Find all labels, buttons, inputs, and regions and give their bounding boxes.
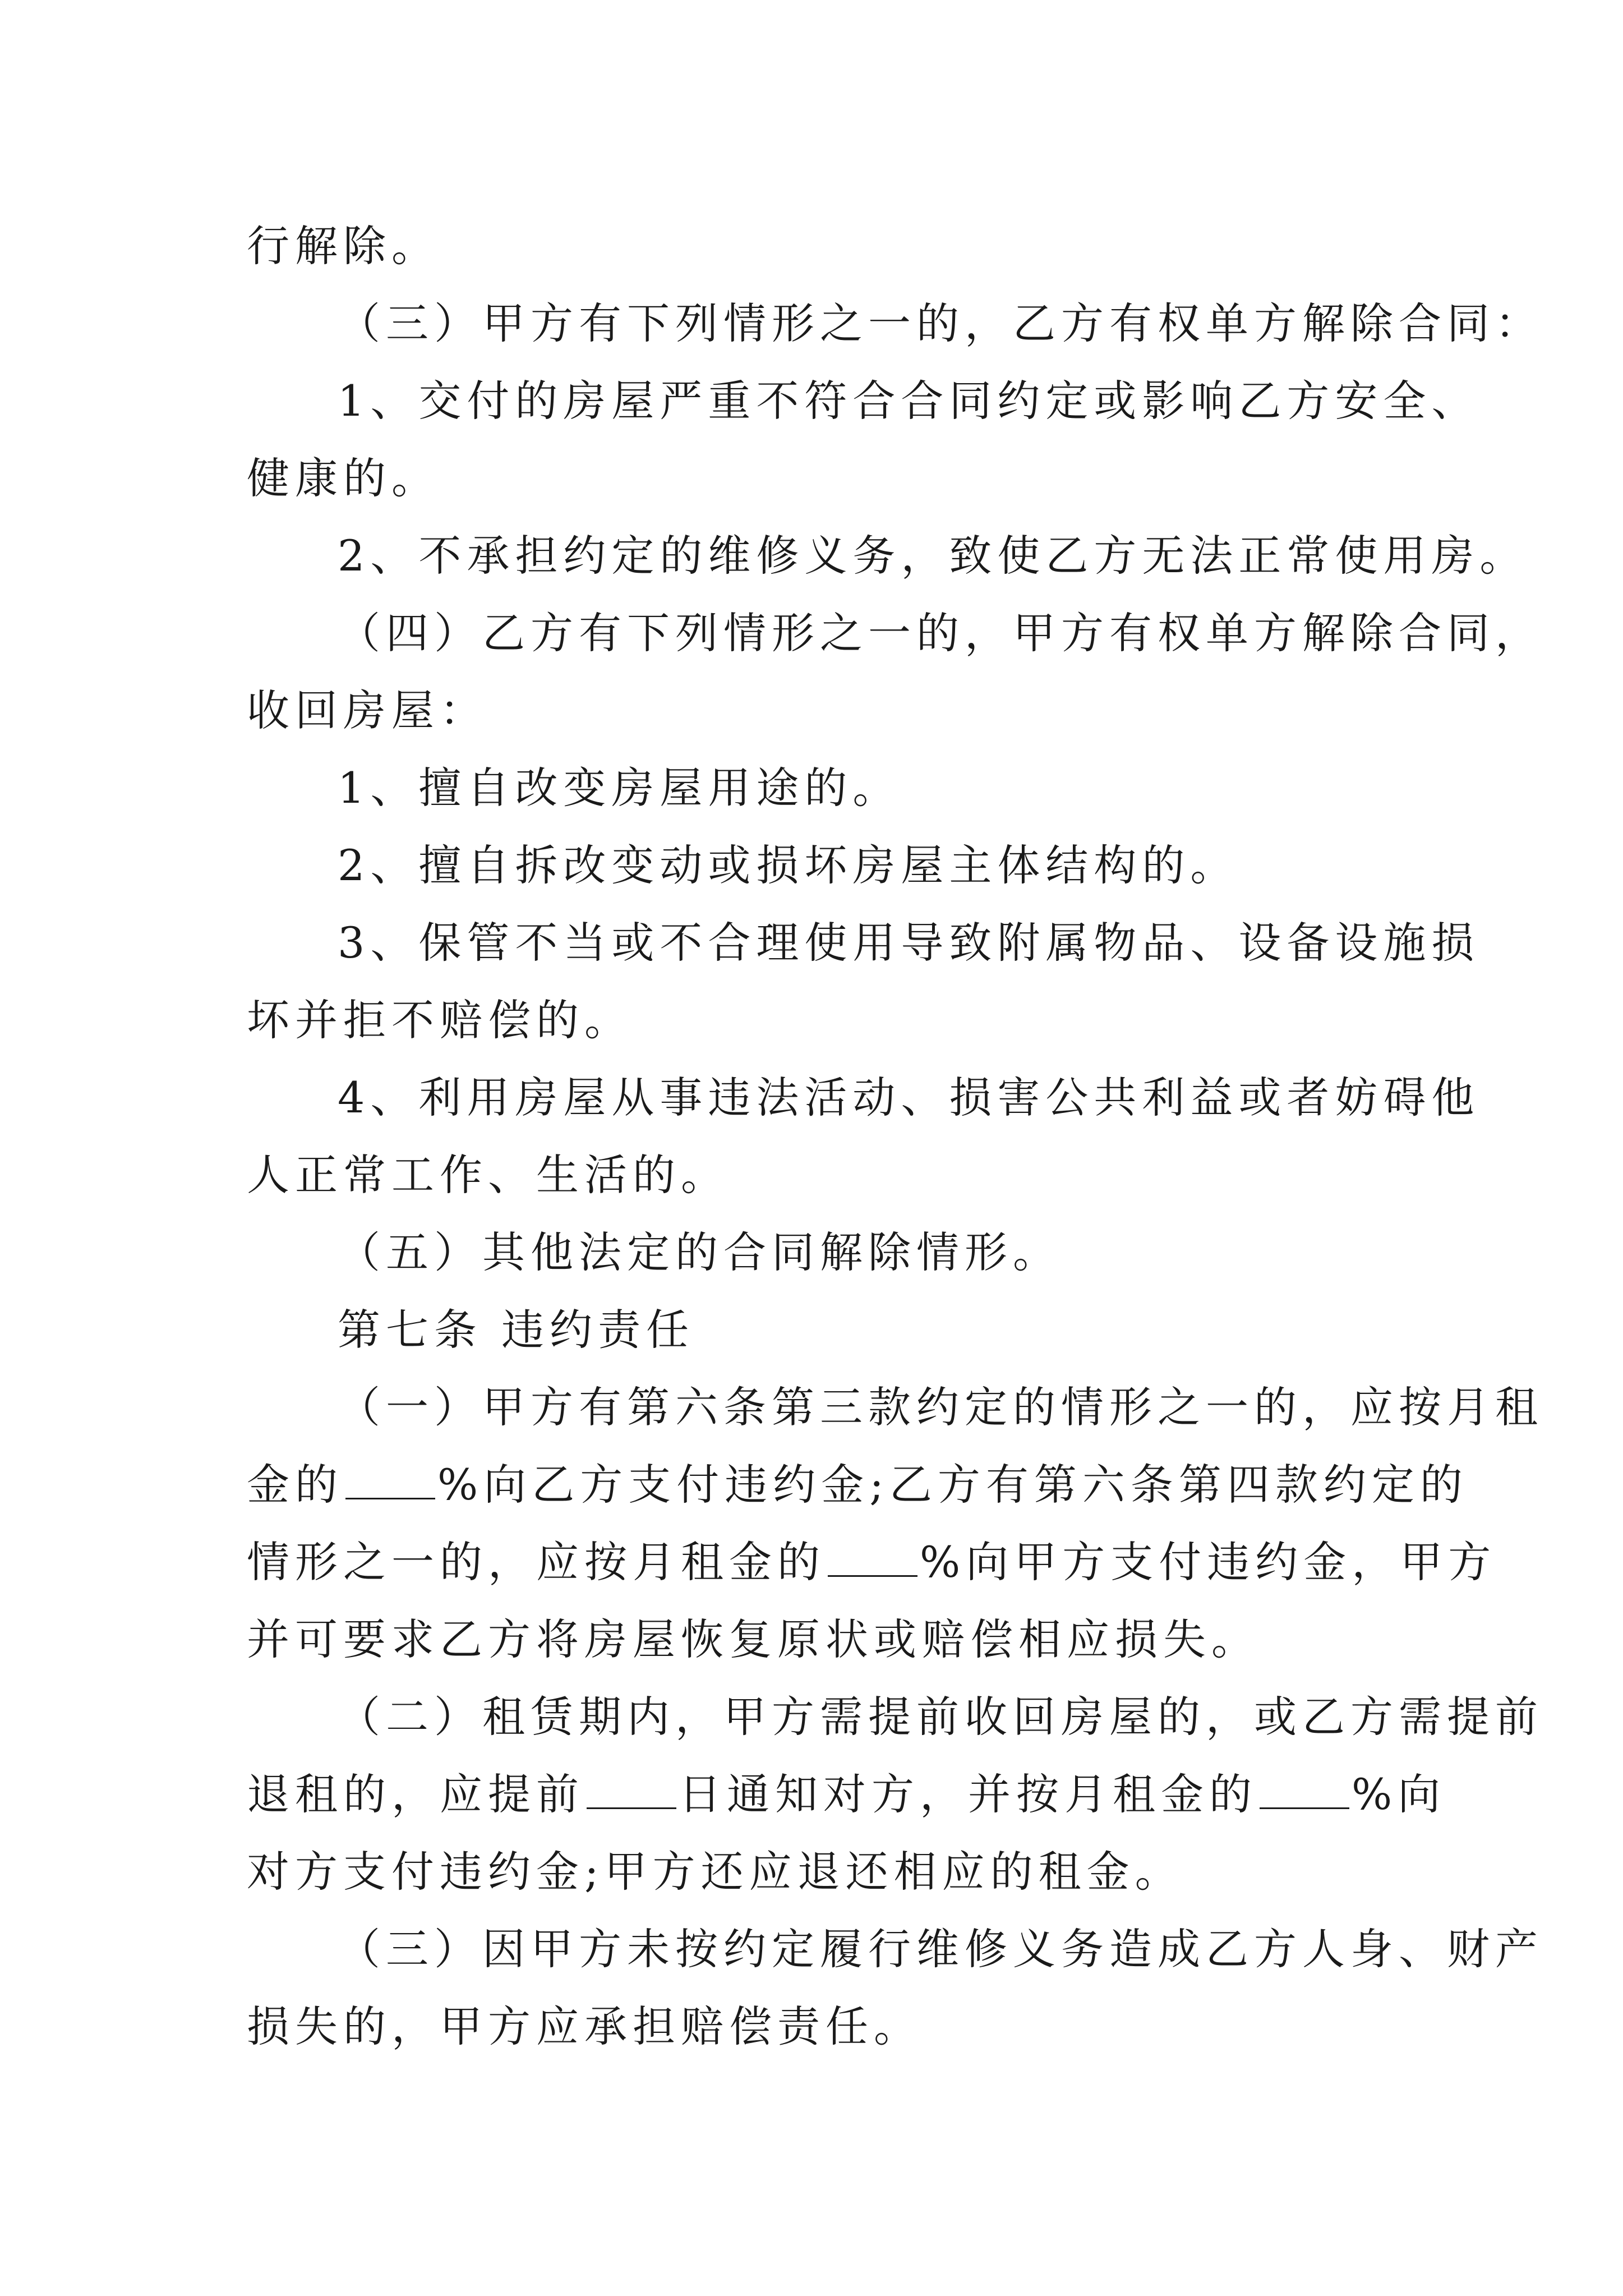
text-line: 1、交付的房屋严重不符合合同约定或影响乙方安全、 <box>338 376 1480 426</box>
text-span: %向 <box>1352 1769 1446 1819</box>
text-line: 2、不承担约定的维修义务，致使乙方无法正常使用房。 <box>338 531 1528 581</box>
text-line <box>247 1524 1497 1601</box>
text-span: 金的 <box>247 1460 343 1510</box>
clause-5-heading: （五）其他法定的合同解除情形。 <box>338 1227 1061 1277</box>
text-line: （二）租赁期内，甲方需提前收回房屋的，或乙方需提前 <box>338 1692 1543 1742</box>
text-line: 收回房屋： <box>247 685 488 735</box>
text-span: 情形之一的，应按月租金的 <box>247 1537 826 1587</box>
text-line: 3、保管不当或不合理使用导致附属物品、设备设施损 <box>338 918 1480 968</box>
text-span: 退租的，应提前 <box>247 1769 584 1819</box>
text-line: 1、擅自改变房屋用途的。 <box>338 763 901 813</box>
text-line: （三）因甲方未按约定履行维修义务造成乙方人身、财产 <box>338 1924 1543 1974</box>
fill-blank-percent-1[interactable] <box>345 1464 435 1499</box>
text-line: （一）甲方有第六条第三款约定的情形之一的，应按月租 <box>338 1382 1543 1432</box>
text-line: 损失的，甲方应承担赔偿责任。 <box>247 2001 922 2051</box>
text-line <box>247 1446 1468 1524</box>
fill-blank-days[interactable] <box>587 1774 676 1809</box>
text-line <box>247 1756 1446 1833</box>
text-span: %向甲方支付违约金，甲方 <box>920 1537 1497 1587</box>
text-line: 2、擅自拆改变动或损坏房屋主体结构的。 <box>338 840 1239 890</box>
text-line: 行解除。 <box>247 221 440 271</box>
clause-4-heading: （四）乙方有下列情形之一的，甲方有权单方解除合同， <box>338 608 1543 658</box>
article-7-heading: 第七条 违约责任 <box>338 1305 695 1355</box>
fill-blank-percent-3[interactable] <box>1260 1774 1349 1809</box>
text-line: 对方支付违约金;甲方还应退还相应的租金。 <box>247 1847 1183 1897</box>
text-line: 健康的。 <box>247 453 440 503</box>
text-line: 并可要求乙方将房屋恢复原状或赔偿相应损失。 <box>247 1614 1260 1664</box>
text-span: 日通知对方，并按月租金的 <box>679 1769 1257 1819</box>
text-span: %向乙方支付违约金;乙方有第六条第四款约定的 <box>437 1460 1468 1510</box>
document-body <box>247 208 1543 2065</box>
text-line: 人正常工作、生活的。 <box>247 1150 729 1200</box>
fill-blank-percent-2[interactable] <box>828 1542 917 1577</box>
text-line: 坏并拒不赔偿的。 <box>247 995 633 1045</box>
clause-3-heading: （三）甲方有下列情形之一的，乙方有权单方解除合同： <box>338 298 1543 348</box>
text-line: 4、利用房屋从事违法活动、损害公共利益或者妨碍他 <box>338 1073 1480 1122</box>
